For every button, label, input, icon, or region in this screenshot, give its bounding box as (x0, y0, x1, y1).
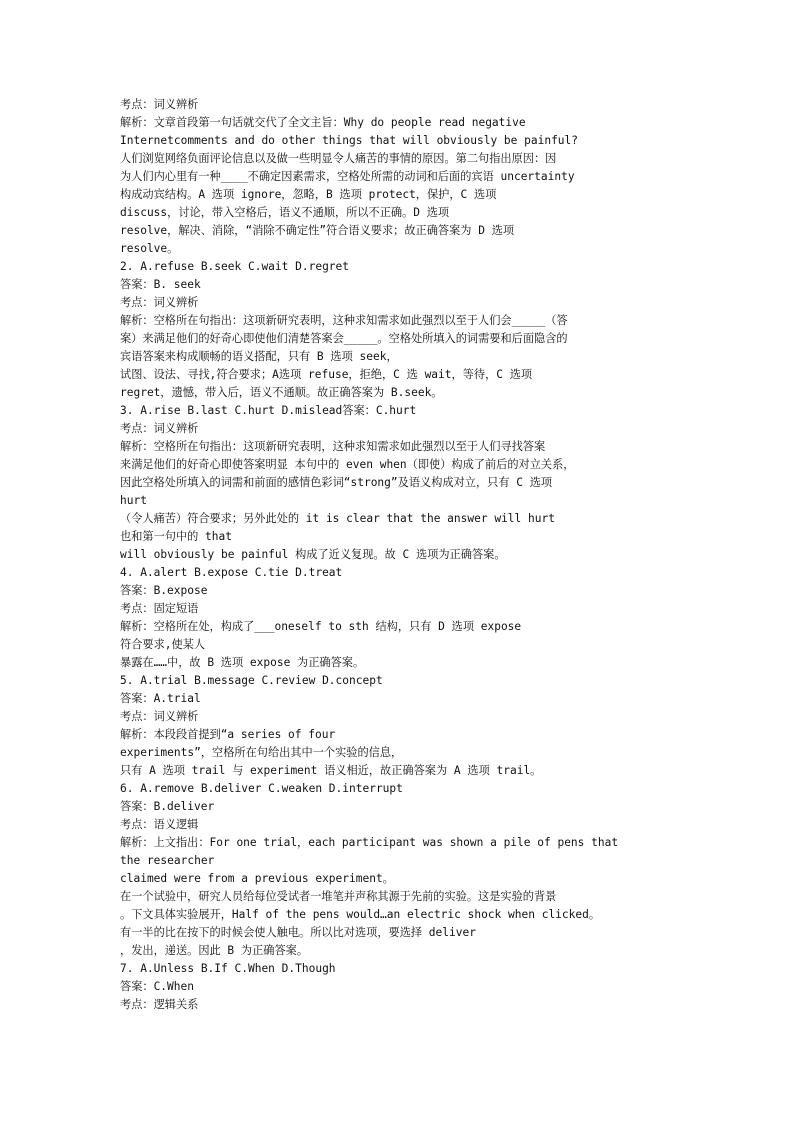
text-line: 只有 A 选项 trail 与 experiment 语义相近，故正确答案为 A 选项 trail。 (120, 764, 542, 777)
question-line: 5. A.trial B.message C.review D.concept (120, 674, 383, 687)
text-line: will obviously be painful 构成了近义复现。故 C 选项为正确答案。 (120, 548, 506, 561)
text-line: 案）来满足他们的好奇心即使他们清楚答案会_____。空格处所填入的词需要和后面隐含的 (120, 332, 568, 345)
question-line: 2. A.refuse B.seek C.wait D.regret (120, 260, 350, 273)
text-line: Internetcomments and do other things that will obviously be painful? (120, 134, 579, 147)
answer-line: 答案：B.deliver (120, 800, 215, 813)
text-line: 解析：空格所在句指出：这项新研究表明，这种求知需求如此强烈以至于人们会_____（答 (120, 314, 568, 327)
text-line: ，发出，递送。因此 B 为正确答案。 (120, 944, 309, 957)
document-body (120, 96, 680, 1014)
answer-line: 答案：A.trial (120, 692, 201, 705)
text-line: hurt (120, 494, 147, 507)
answer-line: 答案：B. seek (120, 278, 201, 291)
text-line: 解析：文章首段第一句话就交代了全文主旨：Why do people read negative (120, 116, 526, 129)
text-line: resolve，解决、消除，“消除不确定性”符合语义要求；故正确答案为 D 选项 (120, 224, 515, 237)
question-line: 6. A.remove B.deliver C.weaken D.interrupt (120, 782, 403, 795)
text-line: 考点：词义辨析 (120, 710, 199, 723)
text-line: 考点：逻辑关系 (120, 998, 199, 1011)
text-line: （令人痛苦）符合要求；另外此处的 it is clear that the answer will hurt (120, 512, 555, 525)
text-line: the researcher (120, 854, 215, 867)
text-line: 解析：空格所在句指出：这项新研究表明，这种求知需求如此强烈以至于人们寻找答案 (120, 440, 546, 453)
text-line: 来满足他们的好奇心即使答案明显 本句中的 even when（即使）构成了前后的对立关系， (120, 458, 575, 471)
text-line: 符合要求,使某人 (120, 638, 206, 651)
text-line: 构成动宾结构。A 选项 ignore，忽略，B 选项 protect，保护，C 选项 (120, 188, 497, 201)
text-line: experiments”，空格所在句给出其中一个实验的信息， (120, 746, 403, 759)
text-line: 因此空格处所填入的词需和前面的感情色彩词“strong”及语义构成对立，只有 C 选项 (120, 476, 553, 489)
text-line: claimed were from a previous experiment。 (120, 872, 394, 885)
text-line: 考点：词义辨析 (120, 422, 199, 435)
answer-line: 答案：C.When (120, 980, 194, 993)
text-line: resolve。 (120, 242, 179, 255)
text-line: 解析：本段段首提到“a series of four (120, 728, 336, 741)
text-line: 考点：固定短语 (120, 602, 199, 615)
text-line: 为人们内心里有一种____不确定因素需求，空格处所需的动词和后面的宾语 uncertainty (120, 170, 575, 183)
text-line: 试图、设法、寻找,符合要求；A选项 refuse，拒绝，C 选 wait，等待，C 选项 (120, 368, 533, 381)
answer-line: 答案：B.expose (120, 584, 208, 597)
question-line: 4. A.alert B.expose C.tie D.treat (120, 566, 343, 579)
text-line: discuss，讨论，带入空格后，语义不通顺，所以不正确。D 选项 (120, 206, 450, 219)
question-line: 3. A.rise B.last C.hurt D.mislead答案：C.hurt (120, 404, 417, 417)
text-line: 有一半的比在按下的时候会使人触电。所以比对选项，要选择 deliver (120, 926, 476, 939)
text-line: 暴露在……中，故 B 选项 expose 为正确答案。 (120, 656, 365, 669)
text-line: 宾语答案来构成顺畅的语义搭配，只有 B 选项 seek， (120, 350, 398, 363)
text-line: regret，遗憾，带入后，语义不通顺。故正确答案为 B.seek。 (120, 386, 443, 399)
question-line: 7. A.Unless B.If C.When D.Though (120, 962, 336, 975)
text-line: 解析：空格所在处，构成了___oneself to sth 结构，只有 D 选项 expose (120, 620, 522, 633)
text-line: 考点：语义逻辑 (120, 818, 199, 831)
text-line: 考点：词义辨析 (120, 296, 199, 309)
text-line: 解析：上文指出：For one trial，each participant was shown a pile of pens that (120, 836, 619, 849)
text-line: 也和第一句中的 that (120, 530, 232, 543)
text-line: 。下文具体实验展开，Half of the pens would…an electric shock when clicked。 (120, 908, 601, 921)
text-line: 人们浏览网络负面评论信息以及做一些明显令人痛苦的事情的原因。第二句指出原因：因 (120, 152, 557, 165)
text-line: 考点：词义辨析 (120, 98, 199, 111)
text-line: 在一个试验中，研究人员给每位受试者一堆笔并声称其源于先前的实验。这是实验的背景 (120, 890, 557, 903)
